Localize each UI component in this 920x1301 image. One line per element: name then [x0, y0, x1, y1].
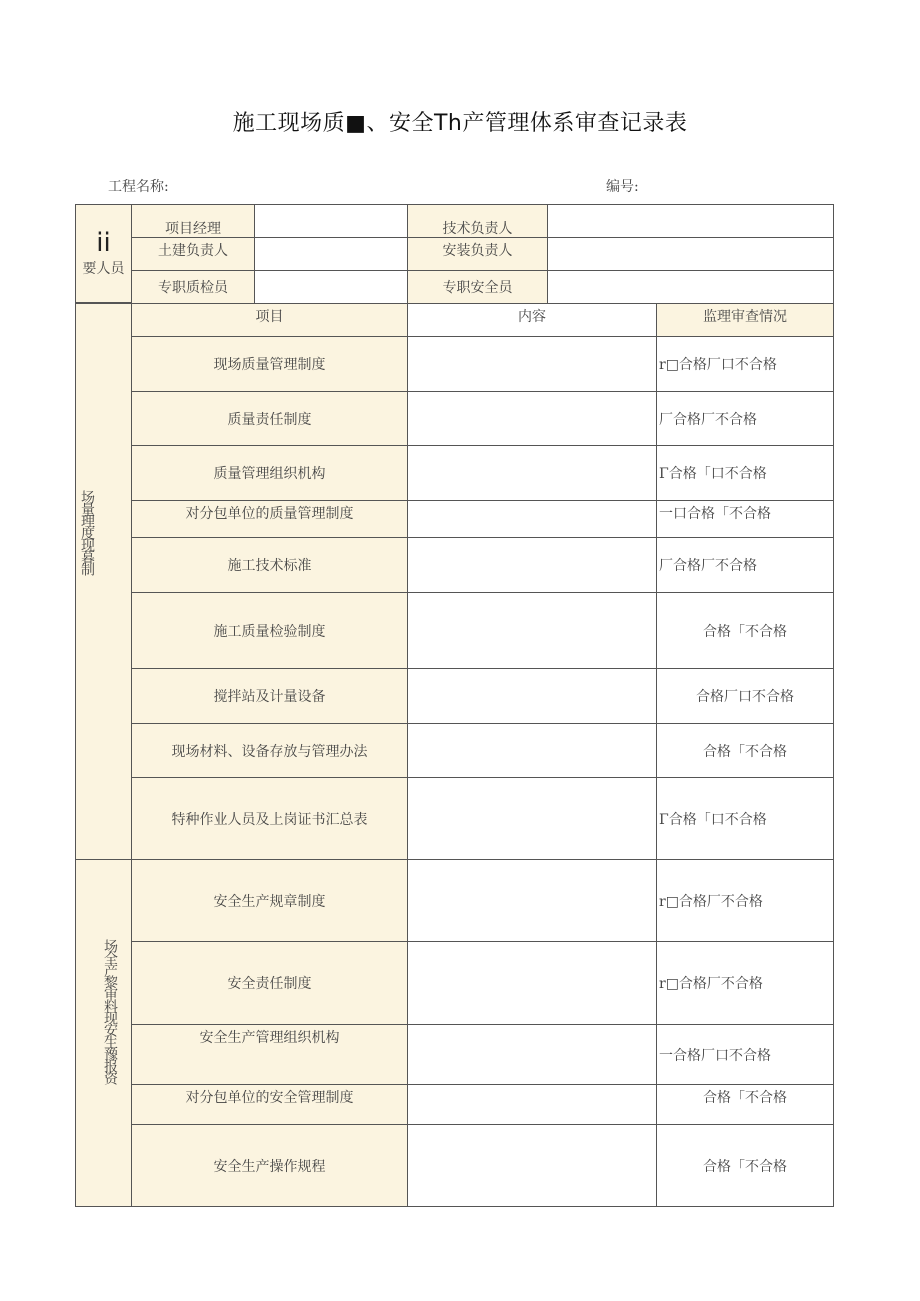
row-content-field[interactable] — [407, 941, 657, 1025]
row-content-field[interactable] — [407, 859, 657, 942]
row-review-status[interactable]: 合格「不合格 — [656, 723, 834, 778]
row-review-status[interactable]: 厂合格厂不合格 — [656, 391, 834, 446]
row-content-field[interactable] — [407, 723, 657, 778]
header-content: 内容 — [407, 303, 657, 337]
row-review-status[interactable]: 合格「不合格 — [656, 592, 834, 669]
quality-section-label — [75, 303, 132, 860]
row-item: 安全生产操作规程 — [131, 1124, 408, 1207]
safety-section-text: 场全产黎审料现安生豫报资 — [102, 938, 118, 1083]
row-content-field[interactable] — [407, 500, 657, 538]
header-review: 监理审查情况 — [656, 303, 834, 337]
row-review-status[interactable]: Γ合格「口不合格 — [656, 777, 834, 860]
field-technical-lead[interactable] — [547, 204, 834, 238]
row-content-field[interactable] — [407, 1084, 657, 1125]
personnel-section-text: 要人员 — [82, 260, 125, 277]
row-content-field[interactable] — [407, 445, 657, 501]
row-review-status[interactable]: 一口合格「不合格 — [656, 500, 834, 538]
project-name-label: 工程名称: — [108, 179, 169, 195]
row-review-status[interactable]: 厂合格厂不合格 — [656, 537, 834, 593]
field-project-manager[interactable] — [254, 204, 408, 238]
row-item: 施工技术标准 — [131, 537, 408, 593]
label-technical-lead: 技术负责人 — [407, 204, 548, 238]
row-review-status[interactable]: 合格「不合格 — [656, 1124, 834, 1207]
quality-section-text: 场量理度现暮制 — [79, 489, 95, 574]
row-content-field[interactable] — [407, 1124, 657, 1207]
personnel-section-label — [75, 204, 132, 303]
row-review-status[interactable]: 一合格厂口不合格 — [656, 1024, 834, 1085]
number-label: 编号: — [606, 179, 639, 195]
label-installation-lead: 安装负责人 — [407, 237, 548, 271]
row-item: 现场材料、设备存放与管理办法 — [131, 723, 408, 778]
row-content-field[interactable] — [407, 592, 657, 669]
label-project-manager: 项目经理 — [131, 204, 255, 238]
row-review-status[interactable]: r□合格厂口不合格 — [656, 336, 834, 392]
review-table — [75, 204, 834, 1207]
row-content-field[interactable] — [407, 668, 657, 724]
field-quality-inspector[interactable] — [254, 270, 408, 304]
row-review-status[interactable]: r□合格厂不合格 — [656, 941, 834, 1025]
page-title: 施工现场质■、安全Th产管理体系审查记录表 — [232, 111, 688, 136]
header-item: 项目 — [131, 303, 408, 337]
row-content-field[interactable] — [407, 1024, 657, 1085]
row-item: 质量责任制度 — [131, 391, 408, 446]
row-review-status[interactable]: r□合格厂不合格 — [656, 859, 834, 942]
row-review-status[interactable]: 合格厂口不合格 — [656, 668, 834, 724]
row-item: 搅拌站及计量设备 — [131, 668, 408, 724]
row-item: 现场质量管理制度 — [131, 336, 408, 392]
field-civil-lead[interactable] — [254, 237, 408, 271]
label-quality-inspector: 专职质检员 — [131, 270, 255, 304]
row-item: 质量管理组织机构 — [131, 445, 408, 501]
row-content-field[interactable] — [407, 391, 657, 446]
row-content-field[interactable] — [407, 336, 657, 392]
field-safety-officer[interactable] — [547, 270, 834, 304]
row-item: 安全生产规章制度 — [131, 859, 408, 942]
personnel-section-mark: ii — [96, 227, 111, 258]
row-item: 施工质量检验制度 — [131, 592, 408, 669]
label-safety-officer: 专职安全员 — [407, 270, 548, 304]
row-item: 安全生产管理组织机构 — [131, 1024, 408, 1085]
row-review-status[interactable]: 合格「不合格 — [656, 1084, 834, 1125]
label-civil-lead: 土建负责人 — [131, 237, 255, 271]
row-item: 特种作业人员及上岗证书汇总表 — [131, 777, 408, 860]
row-content-field[interactable] — [407, 777, 657, 860]
row-item: 对分包单位的质量管理制度 — [131, 500, 408, 538]
row-content-field[interactable] — [407, 537, 657, 593]
field-installation-lead[interactable] — [547, 237, 834, 271]
row-item: 对分包单位的安全管理制度 — [131, 1084, 408, 1125]
row-review-status[interactable]: Γ合格「口不合格 — [656, 445, 834, 501]
safety-section-label — [75, 859, 132, 1207]
row-item: 安全责任制度 — [131, 941, 408, 1025]
